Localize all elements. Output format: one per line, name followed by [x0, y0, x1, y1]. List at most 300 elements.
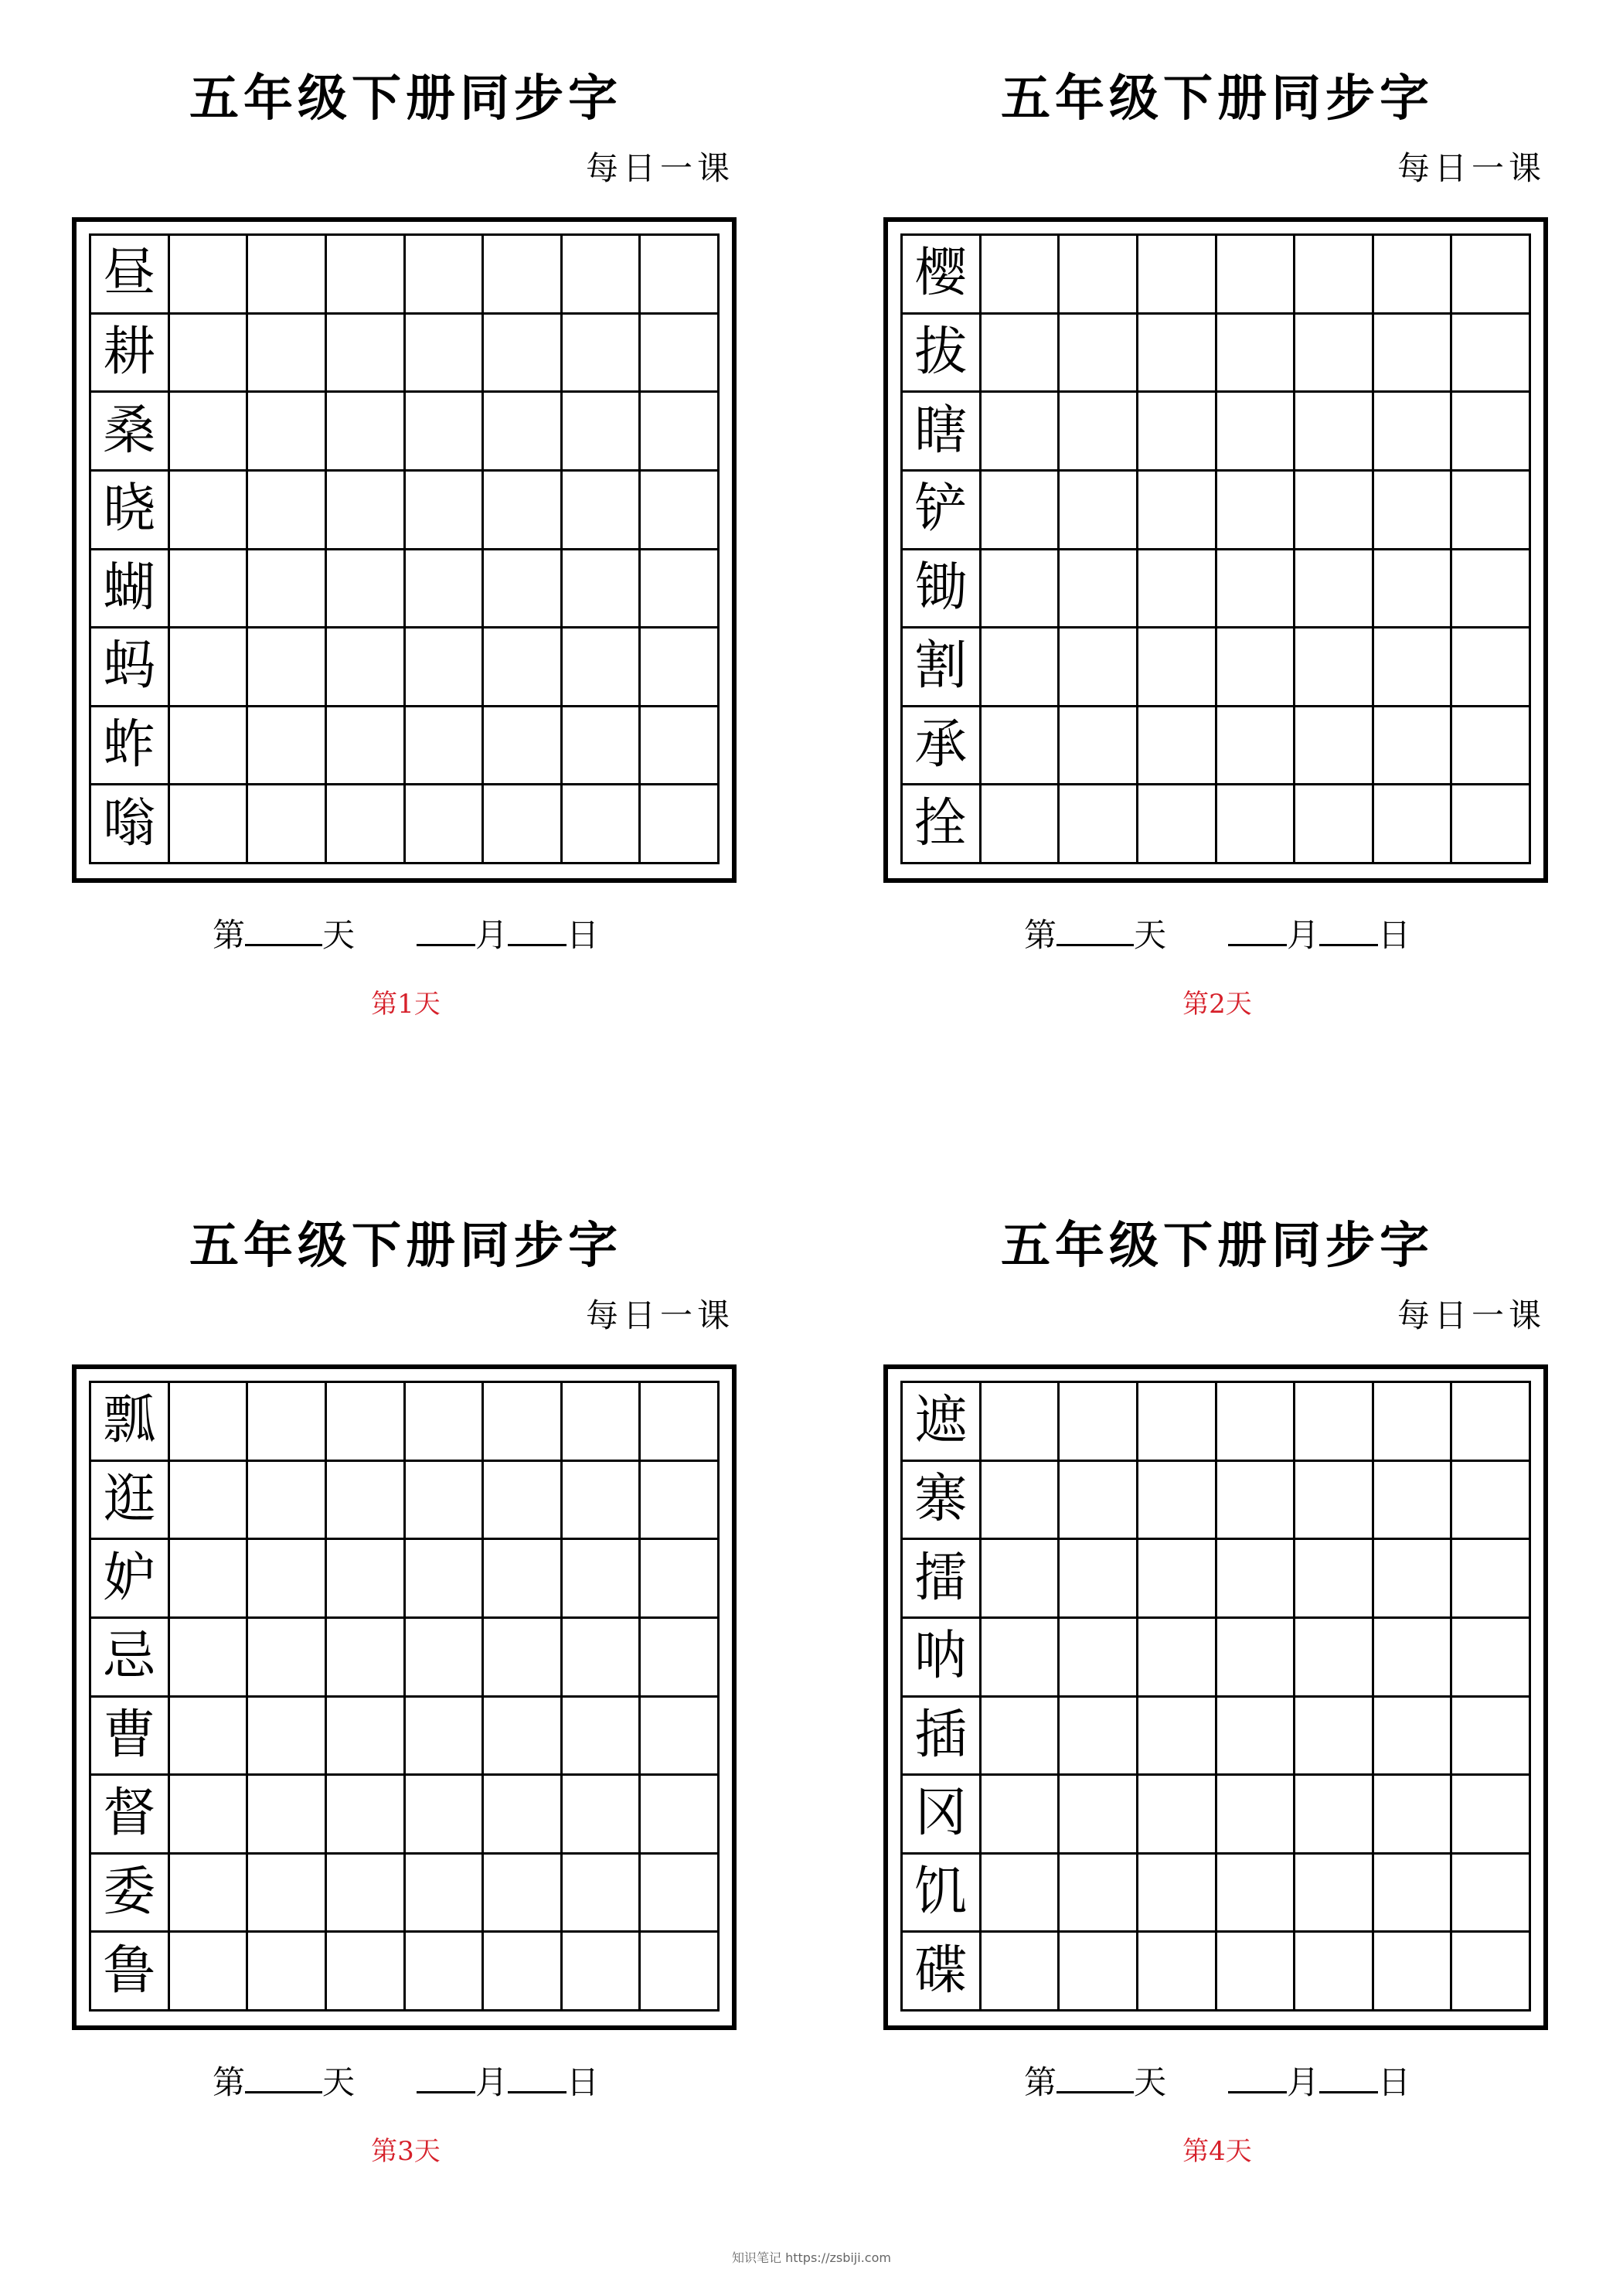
practice-cell[interactable]: [563, 629, 641, 707]
model-character-cell: 曹: [91, 1698, 170, 1777]
practice-cell[interactable]: [1295, 1462, 1374, 1541]
practice-cell[interactable]: [484, 1698, 563, 1777]
day-number-blank[interactable]: [1056, 2060, 1134, 2093]
practice-cell[interactable]: [563, 315, 641, 393]
practice-cell[interactable]: [484, 1540, 563, 1619]
model-character-cell: 耕: [91, 315, 170, 393]
practice-cell[interactable]: [484, 550, 563, 629]
practice-cell[interactable]: [1217, 1383, 1296, 1462]
practice-cell[interactable]: [563, 1776, 641, 1855]
writing-grid-frame: [72, 217, 737, 883]
practice-cell[interactable]: [563, 1540, 641, 1619]
day-number-blank[interactable]: [1056, 913, 1134, 946]
practice-cell[interactable]: [170, 785, 249, 864]
practice-cell[interactable]: [170, 1619, 249, 1698]
model-character-cell: 插: [903, 1698, 982, 1777]
practice-cell[interactable]: [170, 1933, 249, 2012]
practice-cell[interactable]: [327, 1619, 406, 1698]
practice-cell[interactable]: [1374, 315, 1453, 393]
practice-cell[interactable]: [1295, 629, 1374, 707]
practice-cell[interactable]: [248, 1698, 327, 1777]
practice-cell[interactable]: [1138, 236, 1217, 315]
practice-cell[interactable]: [1295, 236, 1374, 315]
model-character-cell: 寨: [903, 1462, 982, 1541]
practice-cell[interactable]: [248, 707, 327, 786]
practice-cell[interactable]: [563, 236, 641, 315]
practice-cell[interactable]: [484, 1462, 563, 1541]
practice-cell[interactable]: [1217, 472, 1296, 550]
date-line: [812, 2059, 1623, 2106]
practice-cell[interactable]: [1217, 236, 1296, 315]
practice-cell[interactable]: [1138, 707, 1217, 786]
footer-watermark: 知识笔记 https://zsbiji.com: [732, 2250, 891, 2265]
practice-cell[interactable]: [170, 472, 249, 550]
practice-cell[interactable]: [641, 629, 720, 707]
practice-cell[interactable]: [406, 236, 485, 315]
practice-cell[interactable]: [1217, 315, 1296, 393]
practice-cell[interactable]: [248, 236, 327, 315]
practice-cell[interactable]: [1217, 1933, 1296, 2012]
practice-cell[interactable]: [1452, 393, 1531, 472]
date-suffix: 日: [567, 916, 600, 954]
practice-cell[interactable]: [1138, 1619, 1217, 1698]
date-line: [812, 912, 1623, 959]
practice-cell[interactable]: [641, 472, 720, 550]
practice-cell[interactable]: [1217, 629, 1296, 707]
practice-cell[interactable]: [1295, 550, 1374, 629]
practice-cell[interactable]: [1452, 472, 1531, 550]
practice-cell[interactable]: [406, 1383, 485, 1462]
practice-cell[interactable]: [484, 1619, 563, 1698]
practice-cell[interactable]: [170, 707, 249, 786]
practice-cell[interactable]: [1295, 1933, 1374, 2012]
practice-cell[interactable]: [484, 1776, 563, 1855]
model-character-cell: 呐: [903, 1619, 982, 1698]
practice-cell[interactable]: [1295, 1855, 1374, 1933]
practice-cell[interactable]: [1060, 1462, 1138, 1541]
date-line: [0, 912, 812, 959]
writing-grid-frame: [883, 217, 1548, 883]
practice-cell[interactable]: [982, 550, 1060, 629]
practice-cell[interactable]: [406, 1855, 485, 1933]
practice-cell[interactable]: [982, 1383, 1060, 1462]
practice-cell[interactable]: [982, 1540, 1060, 1619]
practice-cell[interactable]: [406, 550, 485, 629]
practice-cell[interactable]: [170, 315, 249, 393]
model-character-cell: 忌: [91, 1619, 170, 1698]
practice-cell[interactable]: [982, 1933, 1060, 2012]
practice-cell[interactable]: [406, 1698, 485, 1777]
practice-cell[interactable]: [406, 785, 485, 864]
practice-cell[interactable]: [1374, 393, 1453, 472]
practice-cell[interactable]: [327, 1933, 406, 2012]
practice-cell[interactable]: [982, 1462, 1060, 1541]
month-suffix: 月: [1287, 2063, 1320, 2101]
practice-cell[interactable]: [982, 785, 1060, 864]
practice-cell[interactable]: [1138, 1383, 1217, 1462]
practice-cell[interactable]: [327, 707, 406, 786]
practice-cell[interactable]: [982, 236, 1060, 315]
practice-cell[interactable]: [1374, 1776, 1453, 1855]
practice-cell[interactable]: [248, 1776, 327, 1855]
practice-cell[interactable]: [1295, 1540, 1374, 1619]
practice-cell[interactable]: [170, 629, 249, 707]
practice-cell[interactable]: [170, 1855, 249, 1933]
practice-cell[interactable]: [1060, 1619, 1138, 1698]
practice-cell[interactable]: [1138, 1462, 1217, 1541]
model-character-cell: 割: [903, 629, 982, 707]
practice-cell[interactable]: [641, 1462, 720, 1541]
date-line: [0, 2059, 812, 2106]
practice-cell[interactable]: [248, 393, 327, 472]
practice-cell[interactable]: [563, 1462, 641, 1541]
practice-cell[interactable]: [327, 1698, 406, 1777]
practice-cell[interactable]: [1452, 1462, 1531, 1541]
practice-cell[interactable]: [1452, 1698, 1531, 1777]
practice-cell[interactable]: [1060, 550, 1138, 629]
month-blank[interactable]: [417, 2060, 475, 2093]
practice-cell[interactable]: [1217, 785, 1296, 864]
practice-cell[interactable]: [327, 1776, 406, 1855]
practice-cell[interactable]: [1295, 1383, 1374, 1462]
practice-cell[interactable]: [1060, 785, 1138, 864]
practice-cell[interactable]: [1217, 1776, 1296, 1855]
practice-cell[interactable]: [1374, 785, 1453, 864]
practice-cell[interactable]: [563, 393, 641, 472]
practice-cell[interactable]: [563, 1933, 641, 2012]
model-character-cell: 锄: [903, 550, 982, 629]
practice-cell[interactable]: [563, 550, 641, 629]
model-character-cell: 逛: [91, 1462, 170, 1541]
day-prefix: 第: [212, 916, 245, 954]
practice-cell[interactable]: [484, 1855, 563, 1933]
practice-cell[interactable]: [1217, 1698, 1296, 1777]
practice-cell[interactable]: [1138, 1698, 1217, 1777]
model-character-cell: 拔: [903, 315, 982, 393]
practice-cell[interactable]: [982, 629, 1060, 707]
writing-grid: [89, 233, 720, 864]
practice-cell[interactable]: [248, 315, 327, 393]
practice-cell[interactable]: [327, 393, 406, 472]
practice-cell[interactable]: [248, 1855, 327, 1933]
date-blank[interactable]: [508, 913, 567, 946]
date-suffix: 日: [1378, 2063, 1411, 2101]
practice-cell[interactable]: [641, 1698, 720, 1777]
month-suffix: 月: [1287, 916, 1320, 954]
practice-cell[interactable]: [1374, 550, 1453, 629]
model-character-cell: 鲁: [91, 1933, 170, 2012]
practice-cell[interactable]: [1452, 1776, 1531, 1855]
practice-cell[interactable]: [1060, 707, 1138, 786]
month-blank[interactable]: [1228, 2060, 1287, 2093]
practice-cell[interactable]: [484, 785, 563, 864]
day-label: 第1天: [371, 989, 441, 1020]
writing-grid: [89, 1381, 720, 2012]
practice-cell[interactable]: [248, 629, 327, 707]
practice-cell[interactable]: [1452, 550, 1531, 629]
practice-cell[interactable]: [1452, 1619, 1531, 1698]
writing-grid: [900, 1381, 1531, 2012]
practice-cell[interactable]: [1295, 1619, 1374, 1698]
practice-cell[interactable]: [1217, 707, 1296, 786]
practice-cell[interactable]: [1060, 1776, 1138, 1855]
writing-grid-frame: [72, 1364, 737, 2030]
practice-cell[interactable]: [641, 1383, 720, 1462]
practice-cell[interactable]: [1452, 785, 1531, 864]
practice-cell[interactable]: [1452, 315, 1531, 393]
practice-cell[interactable]: [1374, 472, 1453, 550]
practice-cell[interactable]: [1374, 629, 1453, 707]
practice-cell[interactable]: [1060, 472, 1138, 550]
practice-cell[interactable]: [327, 315, 406, 393]
practice-cell[interactable]: [406, 472, 485, 550]
model-character-cell: 瞎: [903, 393, 982, 472]
practice-cell[interactable]: [982, 1619, 1060, 1698]
sheet-title: 五年级下册同步字: [189, 1217, 622, 1275]
practice-cell[interactable]: [1452, 1855, 1531, 1933]
practice-cell[interactable]: [1295, 315, 1374, 393]
practice-cell[interactable]: [248, 1933, 327, 2012]
month-blank[interactable]: [1228, 913, 1287, 946]
practice-cell[interactable]: [406, 629, 485, 707]
practice-cell[interactable]: [1295, 785, 1374, 864]
practice-cell[interactable]: [248, 1619, 327, 1698]
practice-cell[interactable]: [170, 236, 249, 315]
model-character-cell: 蝴: [91, 550, 170, 629]
practice-cell[interactable]: [484, 236, 563, 315]
practice-cell[interactable]: [1217, 550, 1296, 629]
practice-cell[interactable]: [641, 1855, 720, 1933]
practice-cell[interactable]: [327, 785, 406, 864]
practice-cell[interactable]: [484, 393, 563, 472]
practice-cell[interactable]: [641, 1776, 720, 1855]
day-number-blank[interactable]: [245, 913, 322, 946]
practice-cell[interactable]: [170, 1462, 249, 1541]
practice-cell[interactable]: [170, 1540, 249, 1619]
practice-cell[interactable]: [563, 1383, 641, 1462]
practice-cell[interactable]: [563, 472, 641, 550]
practice-cell[interactable]: [982, 1776, 1060, 1855]
month-suffix: 月: [475, 2063, 509, 2101]
practice-cell[interactable]: [406, 1540, 485, 1619]
practice-cell[interactable]: [170, 550, 249, 629]
writing-grid: [900, 233, 1531, 864]
model-character-cell: 瓢: [91, 1383, 170, 1462]
practice-cell[interactable]: [1374, 1698, 1453, 1777]
practice-cell[interactable]: [641, 785, 720, 864]
practice-cell[interactable]: [641, 707, 720, 786]
day-prefix: 第: [1023, 2063, 1056, 2101]
practice-cell[interactable]: [563, 1698, 641, 1777]
practice-cell[interactable]: [1295, 707, 1374, 786]
practice-cell[interactable]: [406, 707, 485, 786]
practice-cell[interactable]: [1060, 1698, 1138, 1777]
practice-cell[interactable]: [406, 315, 485, 393]
date-blank[interactable]: [1319, 913, 1378, 946]
date-suffix: 日: [1378, 916, 1411, 954]
day-prefix: 第: [1023, 916, 1056, 954]
practice-cell[interactable]: [1138, 315, 1217, 393]
practice-cell[interactable]: [641, 315, 720, 393]
practice-cell[interactable]: [1060, 315, 1138, 393]
practice-cell[interactable]: [1060, 1383, 1138, 1462]
model-character-cell: 嗡: [91, 785, 170, 864]
day-number-blank[interactable]: [245, 2060, 322, 2093]
practice-cell[interactable]: [1452, 1540, 1531, 1619]
model-character-cell: 晓: [91, 472, 170, 550]
practice-cell[interactable]: [1217, 1855, 1296, 1933]
practice-cell[interactable]: [1452, 629, 1531, 707]
model-character-cell: 督: [91, 1776, 170, 1855]
practice-cell[interactable]: [641, 550, 720, 629]
practice-cell[interactable]: [406, 1462, 485, 1541]
practice-cell[interactable]: [1138, 472, 1217, 550]
practice-cell[interactable]: [641, 236, 720, 315]
practice-cell[interactable]: [170, 1383, 249, 1462]
practice-cell[interactable]: [406, 1619, 485, 1698]
practice-cell[interactable]: [1374, 1933, 1453, 2012]
practice-cell[interactable]: [170, 393, 249, 472]
practice-cell[interactable]: [641, 393, 720, 472]
practice-cell[interactable]: [1452, 1383, 1531, 1462]
practice-cell[interactable]: [1452, 707, 1531, 786]
practice-cell[interactable]: [327, 236, 406, 315]
practice-cell[interactable]: [1060, 236, 1138, 315]
practice-cell[interactable]: [406, 1933, 485, 2012]
practice-cell[interactable]: [248, 550, 327, 629]
sheet-subtitle: 每日一课: [1397, 149, 1546, 187]
practice-cell[interactable]: [1374, 1619, 1453, 1698]
practice-cell[interactable]: [327, 550, 406, 629]
practice-cell[interactable]: [1138, 629, 1217, 707]
practice-sheet-1: [0, 0, 812, 1148]
model-character-cell: 委: [91, 1855, 170, 1933]
model-character-cell: 拴: [903, 785, 982, 864]
day-label: 第4天: [1182, 2136, 1252, 2167]
practice-cell[interactable]: [1295, 1698, 1374, 1777]
practice-cell[interactable]: [1138, 1776, 1217, 1855]
practice-cell[interactable]: [1217, 1619, 1296, 1698]
month-suffix: 月: [475, 916, 509, 954]
model-character-cell: 妒: [91, 1540, 170, 1619]
practice-cell[interactable]: [1138, 550, 1217, 629]
day-suffix: 天: [1133, 916, 1166, 954]
practice-cell[interactable]: [1060, 393, 1138, 472]
practice-cell[interactable]: [563, 707, 641, 786]
practice-cell[interactable]: [327, 1855, 406, 1933]
practice-cell[interactable]: [563, 1619, 641, 1698]
practice-cell[interactable]: [327, 1383, 406, 1462]
practice-cell[interactable]: [982, 315, 1060, 393]
practice-cell[interactable]: [982, 707, 1060, 786]
model-character-cell: 饥: [903, 1855, 982, 1933]
sheet-title: 五年级下册同步字: [189, 70, 622, 128]
practice-cell[interactable]: [170, 1776, 249, 1855]
practice-cell[interactable]: [1138, 1933, 1217, 2012]
practice-cell[interactable]: [327, 1540, 406, 1619]
practice-cell[interactable]: [1295, 472, 1374, 550]
practice-cell[interactable]: [1138, 785, 1217, 864]
practice-sheet-4: [812, 1147, 1623, 2295]
practice-cell[interactable]: [982, 472, 1060, 550]
model-character-cell: 樱: [903, 236, 982, 315]
practice-cell[interactable]: [170, 1698, 249, 1777]
practice-cell[interactable]: [248, 785, 327, 864]
practice-cell[interactable]: [563, 785, 641, 864]
date-blank[interactable]: [508, 2060, 567, 2093]
sheet-title: 五年级下册同步字: [1001, 70, 1434, 128]
practice-cell[interactable]: [1374, 1462, 1453, 1541]
practice-cell[interactable]: [1374, 707, 1453, 786]
practice-cell[interactable]: [327, 472, 406, 550]
practice-cell[interactable]: [248, 472, 327, 550]
practice-cell[interactable]: [1374, 1540, 1453, 1619]
sheet-subtitle: 每日一课: [585, 1296, 734, 1334]
practice-cell[interactable]: [406, 393, 485, 472]
month-blank[interactable]: [417, 913, 475, 946]
practice-cell[interactable]: [641, 1933, 720, 2012]
model-character-cell: 蚂: [91, 629, 170, 707]
practice-cell[interactable]: [248, 1540, 327, 1619]
practice-cell[interactable]: [1060, 629, 1138, 707]
practice-cell[interactable]: [406, 1776, 485, 1855]
practice-cell[interactable]: [1060, 1933, 1138, 2012]
practice-cell[interactable]: [1217, 1462, 1296, 1541]
practice-cell[interactable]: [1452, 236, 1531, 315]
practice-cell[interactable]: [1374, 1383, 1453, 1462]
practice-cell[interactable]: [484, 629, 563, 707]
practice-cell[interactable]: [484, 707, 563, 786]
practice-cell[interactable]: [1295, 393, 1374, 472]
practice-cell[interactable]: [641, 1540, 720, 1619]
sheet-subtitle: 每日一课: [585, 149, 734, 187]
practice-cell[interactable]: [1374, 1855, 1453, 1933]
practice-cell[interactable]: [982, 393, 1060, 472]
practice-cell[interactable]: [1138, 1855, 1217, 1933]
practice-cell[interactable]: [248, 1462, 327, 1541]
model-character-cell: 承: [903, 707, 982, 786]
practice-cell[interactable]: [982, 1698, 1060, 1777]
model-character-cell: 昼: [91, 236, 170, 315]
practice-cell[interactable]: [641, 1619, 720, 1698]
practice-cell[interactable]: [563, 1855, 641, 1933]
sheet-title: 五年级下册同步字: [1001, 1217, 1434, 1275]
practice-cell[interactable]: [327, 1462, 406, 1541]
practice-cell[interactable]: [1217, 1540, 1296, 1619]
practice-cell[interactable]: [484, 1383, 563, 1462]
practice-cell[interactable]: [484, 1933, 563, 2012]
practice-cell[interactable]: [1374, 236, 1453, 315]
date-blank[interactable]: [1319, 2060, 1378, 2093]
practice-cell[interactable]: [982, 1855, 1060, 1933]
model-character-cell: 蚱: [91, 707, 170, 786]
practice-cell[interactable]: [1060, 1540, 1138, 1619]
practice-cell[interactable]: [1138, 393, 1217, 472]
practice-cell[interactable]: [327, 629, 406, 707]
practice-cell[interactable]: [1295, 1776, 1374, 1855]
practice-cell[interactable]: [1060, 1855, 1138, 1933]
practice-cell[interactable]: [1452, 1933, 1531, 2012]
day-suffix: 天: [322, 2063, 355, 2101]
practice-cell[interactable]: [1138, 1540, 1217, 1619]
practice-cell[interactable]: [1217, 393, 1296, 472]
practice-cell[interactable]: [484, 315, 563, 393]
practice-cell[interactable]: [484, 472, 563, 550]
practice-sheet-2: [812, 0, 1623, 1148]
model-character-cell: 桑: [91, 393, 170, 472]
model-character-cell: 遮: [903, 1383, 982, 1462]
practice-cell[interactable]: [248, 1383, 327, 1462]
